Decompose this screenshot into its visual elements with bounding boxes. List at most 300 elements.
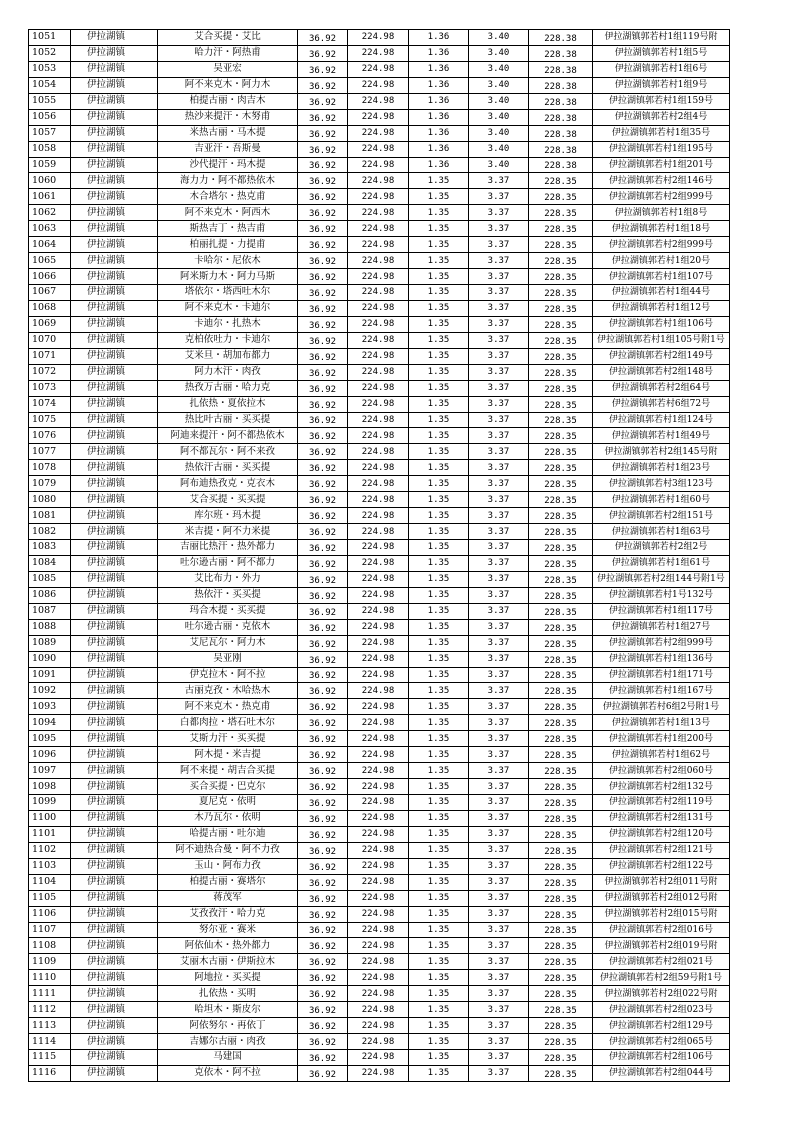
value-cell-c: 1.35: [409, 205, 469, 221]
value-cell-d: 3.37: [469, 221, 529, 237]
address-cell: 伊拉湖镇郭若村1组8号: [593, 205, 730, 221]
value-cell-d: 3.37: [469, 651, 529, 667]
name-cell: 阿不迪热合曼・阿不力孜: [158, 842, 298, 858]
name-cell: 夏尼克・依明: [158, 795, 298, 811]
row-number-cell: 1084: [29, 555, 71, 571]
address-cell: 伊拉湖镇郭若村1组49号: [593, 428, 730, 444]
address-cell: 伊拉湖镇郭若村1组119号附: [593, 30, 730, 46]
town-cell: 伊拉湖镇: [71, 189, 158, 205]
value-cell-b: 224.98: [348, 189, 409, 205]
row-number-cell: 1056: [29, 109, 71, 125]
address-cell: 伊拉湖镇郭若村6组2号附1号: [593, 699, 730, 715]
name-cell: 柏丽扎提・力提甫: [158, 237, 298, 253]
value-cell-a: 36.92: [298, 1018, 348, 1034]
value-cell-total: 228.35: [529, 603, 593, 619]
town-cell: 伊拉湖镇: [71, 109, 158, 125]
name-cell: 吉亚汗・吾斯曼: [158, 141, 298, 157]
town-cell: 伊拉湖镇: [71, 826, 158, 842]
value-cell-b: 224.98: [348, 1065, 409, 1081]
address-cell: 伊拉湖镇郭若村2组132号: [593, 779, 730, 795]
value-cell-total: 228.35: [529, 460, 593, 476]
value-cell-c: 1.35: [409, 237, 469, 253]
address-cell: 伊拉湖镇郭若村1组201号: [593, 157, 730, 173]
value-cell-a: 36.92: [298, 524, 348, 540]
value-cell-total: 228.35: [529, 396, 593, 412]
address-cell: 伊拉湖镇郭若村2组149号: [593, 348, 730, 364]
town-cell: 伊拉湖镇: [71, 237, 158, 253]
town-cell: 伊拉湖镇: [71, 364, 158, 380]
value-cell-d: 3.37: [469, 460, 529, 476]
value-cell-a: 36.92: [298, 93, 348, 109]
name-cell: 艾比布力・外力: [158, 571, 298, 587]
row-number-cell: 1086: [29, 587, 71, 603]
row-number-cell: 1078: [29, 460, 71, 476]
row-number-cell: 1091: [29, 667, 71, 683]
address-cell: 伊拉湖镇郭若村1组13号: [593, 715, 730, 731]
value-cell-b: 224.98: [348, 61, 409, 77]
value-cell-a: 36.92: [298, 635, 348, 651]
value-cell-a: 36.92: [298, 508, 348, 524]
value-cell-a: 36.92: [298, 237, 348, 253]
table-row: [29, 731, 730, 747]
value-cell-b: 224.98: [348, 508, 409, 524]
row-number-cell: 1052: [29, 45, 71, 61]
row-number-cell: 1068: [29, 300, 71, 316]
town-cell: 伊拉湖镇: [71, 970, 158, 986]
name-cell: 柏提古丽・肉吉木: [158, 93, 298, 109]
row-number-cell: 1110: [29, 970, 71, 986]
value-cell-total: 228.35: [529, 779, 593, 795]
address-cell: 伊拉湖镇郭若村1组117号: [593, 603, 730, 619]
row-number-cell: 1102: [29, 842, 71, 858]
table-row: [29, 253, 730, 269]
value-cell-b: 224.98: [348, 842, 409, 858]
row-number-cell: 1092: [29, 683, 71, 699]
value-cell-total: 228.38: [529, 61, 593, 77]
value-cell-c: 1.35: [409, 492, 469, 508]
table-row: [29, 651, 730, 667]
table-row: [29, 810, 730, 826]
table-row: [29, 524, 730, 540]
name-cell: 塔依尔・塔西吐木尔: [158, 285, 298, 301]
table-row: [29, 460, 730, 476]
name-cell: 哈提古丽・吐尔迪: [158, 826, 298, 842]
value-cell-b: 224.98: [348, 715, 409, 731]
value-cell-d: 3.37: [469, 189, 529, 205]
value-cell-total: 228.35: [529, 1018, 593, 1034]
value-cell-a: 36.92: [298, 332, 348, 348]
town-cell: 伊拉湖镇: [71, 587, 158, 603]
name-cell: 阿迪来提汗・阿不都热依木: [158, 428, 298, 444]
town-cell: 伊拉湖镇: [71, 269, 158, 285]
value-cell-d: 3.37: [469, 986, 529, 1002]
row-number-cell: 1107: [29, 922, 71, 938]
value-cell-b: 224.98: [348, 651, 409, 667]
value-cell-c: 1.35: [409, 460, 469, 476]
name-cell: 热孜万古丽・哈力克: [158, 380, 298, 396]
value-cell-d: 3.37: [469, 269, 529, 285]
value-cell-a: 36.92: [298, 779, 348, 795]
value-cell-c: 1.35: [409, 779, 469, 795]
address-cell: 伊拉湖镇郭若村1组9号: [593, 77, 730, 93]
address-cell: 伊拉湖镇郭若村2组151号: [593, 508, 730, 524]
table-row: [29, 874, 730, 890]
address-cell: 伊拉湖镇郭若村2组148号: [593, 364, 730, 380]
value-cell-total: 228.35: [529, 1050, 593, 1066]
value-cell-c: 1.35: [409, 906, 469, 922]
table-row: [29, 332, 730, 348]
value-cell-a: 36.92: [298, 763, 348, 779]
value-cell-total: 228.38: [529, 93, 593, 109]
town-cell: 伊拉湖镇: [71, 954, 158, 970]
value-cell-d: 3.37: [469, 747, 529, 763]
address-cell: 伊拉湖镇郭若村1组5号: [593, 45, 730, 61]
value-cell-total: 228.35: [529, 444, 593, 460]
value-cell-d: 3.37: [469, 699, 529, 715]
value-cell-b: 224.98: [348, 763, 409, 779]
address-cell: 伊拉湖镇郭若村1组20号: [593, 253, 730, 269]
value-cell-b: 224.98: [348, 269, 409, 285]
value-cell-a: 36.92: [298, 922, 348, 938]
value-cell-c: 1.35: [409, 316, 469, 332]
value-cell-c: 1.36: [409, 61, 469, 77]
address-cell: 伊拉湖镇郭若村2组144号附1号: [593, 571, 730, 587]
address-cell: 伊拉湖镇郭若村2组2号: [593, 540, 730, 556]
value-cell-c: 1.35: [409, 986, 469, 1002]
table-row: [29, 970, 730, 986]
row-number-cell: 1099: [29, 795, 71, 811]
value-cell-a: 36.92: [298, 651, 348, 667]
value-cell-c: 1.35: [409, 715, 469, 731]
town-cell: 伊拉湖镇: [71, 508, 158, 524]
town-cell: 伊拉湖镇: [71, 1065, 158, 1081]
value-cell-total: 228.35: [529, 173, 593, 189]
value-cell-b: 224.98: [348, 667, 409, 683]
value-cell-d: 3.37: [469, 763, 529, 779]
table-row: [29, 1034, 730, 1050]
value-cell-total: 228.35: [529, 348, 593, 364]
data-table: [28, 29, 730, 1082]
row-number-cell: 1080: [29, 492, 71, 508]
name-cell: 艾尼瓦尔・阿力木: [158, 635, 298, 651]
address-cell: 伊拉湖镇郭若村2组999号: [593, 237, 730, 253]
address-cell: 伊拉湖镇郭若村2组019号附: [593, 938, 730, 954]
town-cell: 伊拉湖镇: [71, 380, 158, 396]
value-cell-b: 224.98: [348, 348, 409, 364]
value-cell-c: 1.35: [409, 747, 469, 763]
town-cell: 伊拉湖镇: [71, 795, 158, 811]
town-cell: 伊拉湖镇: [71, 300, 158, 316]
value-cell-b: 224.98: [348, 986, 409, 1002]
address-cell: 伊拉湖镇郭若村1组27号: [593, 619, 730, 635]
value-cell-c: 1.35: [409, 348, 469, 364]
value-cell-d: 3.37: [469, 683, 529, 699]
row-number-cell: 1088: [29, 619, 71, 635]
value-cell-total: 228.35: [529, 699, 593, 715]
value-cell-b: 224.98: [348, 970, 409, 986]
value-cell-b: 224.98: [348, 396, 409, 412]
row-number-cell: 1055: [29, 93, 71, 109]
value-cell-b: 224.98: [348, 93, 409, 109]
value-cell-d: 3.40: [469, 157, 529, 173]
value-cell-c: 1.36: [409, 77, 469, 93]
value-cell-total: 228.35: [529, 253, 593, 269]
value-cell-a: 36.92: [298, 1034, 348, 1050]
value-cell-total: 228.38: [529, 109, 593, 125]
value-cell-d: 3.40: [469, 93, 529, 109]
table-row: [29, 938, 730, 954]
name-cell: 古丽克孜・木哈热木: [158, 683, 298, 699]
table-row: [29, 412, 730, 428]
row-number-cell: 1109: [29, 954, 71, 970]
value-cell-d: 3.40: [469, 141, 529, 157]
address-cell: 伊拉湖镇郭若村1组136号: [593, 651, 730, 667]
value-cell-d: 3.37: [469, 619, 529, 635]
table-row: [29, 396, 730, 412]
row-number-cell: 1079: [29, 476, 71, 492]
name-cell: 木乃瓦尔・依明: [158, 810, 298, 826]
value-cell-b: 224.98: [348, 221, 409, 237]
value-cell-c: 1.35: [409, 285, 469, 301]
row-number-cell: 1074: [29, 396, 71, 412]
value-cell-c: 1.35: [409, 1002, 469, 1018]
row-number-cell: 1114: [29, 1034, 71, 1050]
value-cell-a: 36.92: [298, 826, 348, 842]
name-cell: 哈坦木・斯皮尔: [158, 1002, 298, 1018]
name-cell: 努尔亚・赛米: [158, 922, 298, 938]
value-cell-a: 36.92: [298, 810, 348, 826]
value-cell-b: 224.98: [348, 587, 409, 603]
table-row: [29, 444, 730, 460]
value-cell-b: 224.98: [348, 795, 409, 811]
value-cell-total: 228.35: [529, 715, 593, 731]
row-number-cell: 1106: [29, 906, 71, 922]
value-cell-total: 228.35: [529, 795, 593, 811]
table-row: [29, 1065, 730, 1081]
address-cell: 伊拉湖镇郭若村1组18号: [593, 221, 730, 237]
value-cell-total: 228.35: [529, 189, 593, 205]
value-cell-b: 224.98: [348, 444, 409, 460]
value-cell-total: 228.35: [529, 810, 593, 826]
value-cell-a: 36.92: [298, 874, 348, 890]
value-cell-c: 1.35: [409, 874, 469, 890]
table-row: [29, 189, 730, 205]
address-cell: 伊拉湖镇郭若村2组64号: [593, 380, 730, 396]
table-row: [29, 237, 730, 253]
name-cell: 卡迪尔・扎热木: [158, 316, 298, 332]
value-cell-b: 224.98: [348, 635, 409, 651]
town-cell: 伊拉湖镇: [71, 45, 158, 61]
value-cell-c: 1.35: [409, 890, 469, 906]
value-cell-c: 1.35: [409, 667, 469, 683]
value-cell-c: 1.35: [409, 1018, 469, 1034]
value-cell-a: 36.92: [298, 587, 348, 603]
value-cell-b: 224.98: [348, 316, 409, 332]
value-cell-d: 3.37: [469, 332, 529, 348]
value-cell-a: 36.92: [298, 699, 348, 715]
address-cell: 伊拉湖镇郭若村1组195号: [593, 141, 730, 157]
value-cell-a: 36.92: [298, 890, 348, 906]
value-cell-d: 3.37: [469, 253, 529, 269]
address-cell: 伊拉湖镇郭若村2组120号: [593, 826, 730, 842]
value-cell-a: 36.92: [298, 125, 348, 141]
value-cell-total: 228.35: [529, 667, 593, 683]
address-cell: 伊拉湖镇郭若村2组106号: [593, 1050, 730, 1066]
value-cell-total: 228.35: [529, 874, 593, 890]
row-number-cell: 1111: [29, 986, 71, 1002]
table-row: [29, 285, 730, 301]
value-cell-c: 1.35: [409, 173, 469, 189]
value-cell-total: 228.35: [529, 986, 593, 1002]
address-cell: 伊拉湖镇郭若村2组021号: [593, 954, 730, 970]
value-cell-total: 228.35: [529, 524, 593, 540]
table-row: [29, 492, 730, 508]
value-cell-c: 1.36: [409, 109, 469, 125]
town-cell: 伊拉湖镇: [71, 396, 158, 412]
value-cell-a: 36.92: [298, 61, 348, 77]
value-cell-b: 224.98: [348, 237, 409, 253]
value-cell-total: 228.35: [529, 508, 593, 524]
name-cell: 木合塔尔・热克甫: [158, 189, 298, 205]
name-cell: 白都肉拉・塔石吐木尔: [158, 715, 298, 731]
value-cell-total: 228.35: [529, 221, 593, 237]
value-cell-a: 36.92: [298, 555, 348, 571]
town-cell: 伊拉湖镇: [71, 77, 158, 93]
value-cell-b: 224.98: [348, 571, 409, 587]
name-cell: 阿地拉・买买提: [158, 970, 298, 986]
value-cell-a: 36.92: [298, 141, 348, 157]
row-number-cell: 1057: [29, 125, 71, 141]
value-cell-a: 36.92: [298, 173, 348, 189]
value-cell-total: 228.35: [529, 412, 593, 428]
table-row: [29, 779, 730, 795]
town-cell: 伊拉湖镇: [71, 221, 158, 237]
row-number-cell: 1097: [29, 763, 71, 779]
value-cell-total: 228.35: [529, 428, 593, 444]
value-cell-c: 1.35: [409, 795, 469, 811]
value-cell-total: 228.38: [529, 125, 593, 141]
value-cell-d: 3.37: [469, 1018, 529, 1034]
town-cell: 伊拉湖镇: [71, 699, 158, 715]
value-cell-c: 1.35: [409, 603, 469, 619]
town-cell: 伊拉湖镇: [71, 1034, 158, 1050]
value-cell-d: 3.37: [469, 173, 529, 189]
address-cell: 伊拉湖镇郭若村2组59号附1号: [593, 970, 730, 986]
value-cell-a: 36.92: [298, 364, 348, 380]
table-row: [29, 922, 730, 938]
value-cell-d: 3.37: [469, 396, 529, 412]
table-row: [29, 555, 730, 571]
town-cell: 伊拉湖镇: [71, 874, 158, 890]
value-cell-total: 228.35: [529, 332, 593, 348]
address-cell: 伊拉湖镇郭若村1组171号: [593, 667, 730, 683]
row-number-cell: 1067: [29, 285, 71, 301]
row-number-cell: 1077: [29, 444, 71, 460]
value-cell-c: 1.35: [409, 396, 469, 412]
value-cell-total: 228.35: [529, 906, 593, 922]
row-number-cell: 1073: [29, 380, 71, 396]
value-cell-c: 1.35: [409, 587, 469, 603]
name-cell: 吐尔逊古丽・克依木: [158, 619, 298, 635]
town-cell: 伊拉湖镇: [71, 667, 158, 683]
value-cell-c: 1.35: [409, 444, 469, 460]
value-cell-b: 224.98: [348, 428, 409, 444]
table-row: [29, 795, 730, 811]
name-cell: 玛合木提・买买提: [158, 603, 298, 619]
value-cell-a: 36.92: [298, 412, 348, 428]
row-number-cell: 1065: [29, 253, 71, 269]
value-cell-a: 36.92: [298, 380, 348, 396]
row-number-cell: 1082: [29, 524, 71, 540]
name-cell: 伊克拉木・阿不拉: [158, 667, 298, 683]
value-cell-b: 224.98: [348, 906, 409, 922]
value-cell-b: 224.98: [348, 683, 409, 699]
value-cell-c: 1.35: [409, 555, 469, 571]
value-cell-b: 224.98: [348, 890, 409, 906]
value-cell-d: 3.37: [469, 954, 529, 970]
value-cell-c: 1.35: [409, 508, 469, 524]
value-cell-a: 36.92: [298, 715, 348, 731]
town-cell: 伊拉湖镇: [71, 332, 158, 348]
value-cell-b: 224.98: [348, 253, 409, 269]
town-cell: 伊拉湖镇: [71, 763, 158, 779]
value-cell-a: 36.92: [298, 938, 348, 954]
value-cell-a: 36.92: [298, 571, 348, 587]
row-number-cell: 1101: [29, 826, 71, 842]
table-row: [29, 1018, 730, 1034]
value-cell-b: 224.98: [348, 524, 409, 540]
value-cell-total: 228.35: [529, 380, 593, 396]
table-body: [29, 30, 730, 1082]
value-cell-b: 224.98: [348, 460, 409, 476]
value-cell-b: 224.98: [348, 1050, 409, 1066]
value-cell-b: 224.98: [348, 1002, 409, 1018]
row-number-cell: 1061: [29, 189, 71, 205]
table-row: [29, 540, 730, 556]
name-cell: 艾米旦・胡加布都力: [158, 348, 298, 364]
town-cell: 伊拉湖镇: [71, 1002, 158, 1018]
table-row: [29, 157, 730, 173]
name-cell: 热依汗・买买提: [158, 587, 298, 603]
address-cell: 伊拉湖镇郭若村2组999号: [593, 189, 730, 205]
value-cell-d: 3.37: [469, 667, 529, 683]
table-row: [29, 587, 730, 603]
address-cell: 伊拉湖镇郭若村1组6号: [593, 61, 730, 77]
value-cell-d: 3.37: [469, 205, 529, 221]
town-cell: 伊拉湖镇: [71, 635, 158, 651]
value-cell-d: 3.37: [469, 810, 529, 826]
town-cell: 伊拉湖镇: [71, 683, 158, 699]
value-cell-a: 36.92: [298, 45, 348, 61]
value-cell-b: 224.98: [348, 1034, 409, 1050]
name-cell: 玉山・阿布力孜: [158, 858, 298, 874]
value-cell-d: 3.37: [469, 364, 529, 380]
value-cell-d: 3.37: [469, 890, 529, 906]
value-cell-c: 1.35: [409, 540, 469, 556]
value-cell-b: 224.98: [348, 779, 409, 795]
name-cell: 热沙来提汗・木努甫: [158, 109, 298, 125]
value-cell-total: 228.35: [529, 619, 593, 635]
row-number-cell: 1094: [29, 715, 71, 731]
value-cell-c: 1.35: [409, 970, 469, 986]
address-cell: 伊拉湖镇郭若村1组107号: [593, 269, 730, 285]
table-row: [29, 269, 730, 285]
value-cell-d: 3.40: [469, 45, 529, 61]
town-cell: 伊拉湖镇: [71, 460, 158, 476]
value-cell-c: 1.35: [409, 364, 469, 380]
town-cell: 伊拉湖镇: [71, 125, 158, 141]
town-cell: 伊拉湖镇: [71, 316, 158, 332]
